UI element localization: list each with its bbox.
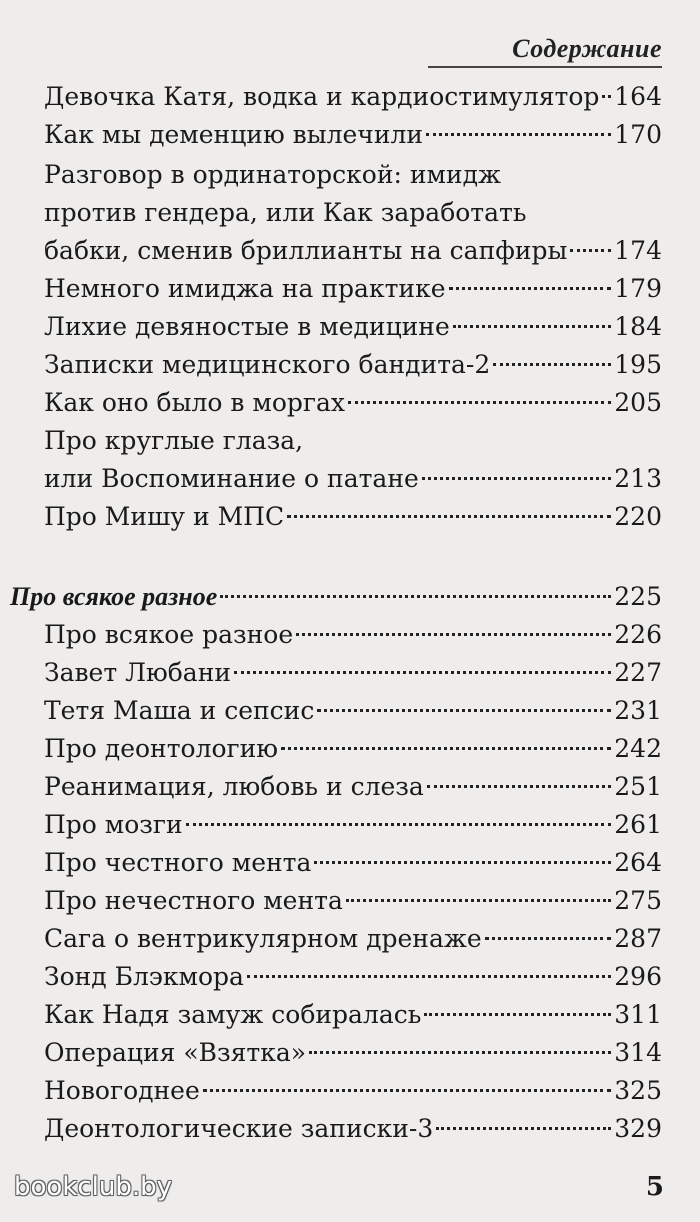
dot-leader [186, 823, 612, 826]
toc-entry-page: 225 [614, 582, 662, 611]
toc-entry [44, 346, 662, 384]
toc-entry-title: Немного имиджа на практике [44, 274, 446, 303]
toc-entry-page: 174 [614, 236, 662, 265]
toc-entry-page: 227 [614, 658, 662, 687]
toc-entry-page: 325 [614, 1076, 662, 1105]
toc-entry [44, 422, 662, 460]
toc-entry [44, 78, 662, 116]
toc-entry [44, 654, 662, 692]
toc-entry-title: бабки, сменив бриллианты на сапфиры [44, 236, 568, 265]
page-number: 5 [645, 1172, 664, 1202]
toc-entry-page: 251 [614, 772, 662, 801]
toc-entry [44, 692, 662, 730]
toc-section-heading [10, 578, 662, 616]
toc-entry-page: 242 [614, 734, 662, 763]
dot-leader [485, 937, 612, 940]
toc-entry-title: Про нечестного мента [44, 886, 343, 915]
toc-entry-title: Про круглые глаза, [44, 426, 304, 455]
toc-entry-page: 231 [614, 696, 662, 725]
toc-entry-title: Как мы деменцию вылечили [44, 120, 424, 149]
toc-entry [44, 1110, 662, 1148]
toc-entry-title: Деонтологические записки-3 [44, 1114, 434, 1143]
toc-entry-page: 261 [614, 810, 662, 839]
toc-entry-page: 205 [614, 388, 662, 417]
toc-entry [44, 616, 662, 654]
dot-leader [281, 747, 611, 750]
toc-entry-title: Лихие девяностые в медицине [44, 312, 450, 341]
toc-entry [44, 730, 662, 768]
toc-entry [44, 996, 662, 1034]
toc-entry-title: Операция «Взятка» [44, 1038, 307, 1067]
toc-entry-title: Записки медицинского бандита-2 [44, 350, 491, 379]
toc-entry [44, 384, 662, 422]
toc-entry [44, 806, 662, 844]
dot-leader [314, 861, 611, 864]
toc-entry [44, 232, 662, 270]
toc-entry [44, 1072, 662, 1110]
toc-entry-title: Девочка Катя, водка и кардиостимулятор [44, 82, 600, 111]
running-head: Содержание [512, 34, 662, 63]
dot-leader [317, 709, 611, 712]
toc-entry-page: 311 [614, 1000, 662, 1029]
toc-entry-title: против гендера, или Как заработать [44, 198, 527, 227]
dot-leader [234, 671, 611, 674]
toc-entry-page: 184 [614, 312, 662, 341]
dot-leader [436, 1127, 611, 1130]
toc-entry-title: Про деонтологию [44, 734, 279, 763]
toc-entry-page: 329 [614, 1114, 662, 1143]
toc-entry-page: 287 [614, 924, 662, 953]
dot-leader [348, 401, 611, 404]
toc-entry-title: или Воспоминание о патане [44, 464, 419, 493]
dot-leader [453, 325, 612, 328]
dot-leader [570, 249, 611, 252]
dot-leader [424, 1013, 611, 1016]
toc-entry [44, 156, 662, 194]
dot-leader [602, 95, 611, 98]
toc-entry-page: 226 [614, 620, 662, 649]
toc-entry-page: 164 [614, 82, 662, 111]
toc-entry-page: 195 [614, 350, 662, 379]
toc-entry-title: Про честного мента [44, 848, 312, 877]
dot-leader [220, 595, 611, 598]
toc-entry-page: 220 [614, 502, 662, 531]
toc-entry-page: 170 [614, 120, 662, 149]
toc-entry [44, 958, 662, 996]
toc-entry-title: Реанимация, любовь и слеза [44, 772, 424, 801]
dot-leader [346, 899, 611, 902]
toc-entry-title: Про всякое разное [10, 582, 218, 611]
dot-leader [493, 363, 611, 366]
toc-entry-title: Новогоднее [44, 1076, 200, 1105]
toc-entry-page: 314 [614, 1038, 662, 1067]
toc-entry-title: Тетя Маша и сепсис [44, 696, 315, 725]
toc-entry-title: Зонд Блэкмора [44, 962, 244, 991]
toc-entry-title: Как оно было в моргах [44, 388, 345, 417]
dot-leader [427, 785, 611, 788]
toc-entry-page: 296 [614, 962, 662, 991]
toc-entry-title: Про мозги [44, 810, 183, 839]
toc-entry-page: 179 [614, 274, 662, 303]
toc-entry [44, 498, 662, 536]
toc-entry [44, 270, 662, 308]
toc-entry [44, 308, 662, 346]
toc-entry [44, 194, 662, 232]
dot-leader [309, 1051, 611, 1054]
header-rule [428, 66, 662, 68]
dot-leader [422, 477, 611, 480]
toc-entry-page: 275 [614, 886, 662, 915]
toc-entry-page: 264 [614, 848, 662, 877]
toc-entry [44, 768, 662, 806]
dot-leader [247, 975, 611, 978]
toc-entry [44, 844, 662, 882]
dot-leader [449, 287, 612, 290]
toc-entry [44, 920, 662, 958]
watermark: bookclub.by [14, 1172, 173, 1202]
toc-entry [44, 1034, 662, 1072]
dot-leader [426, 133, 611, 136]
dot-leader [287, 515, 611, 518]
toc-entry-title: Сага о вентрикулярном дренаже [44, 924, 482, 953]
toc-entry-title: Завет Любани [44, 658, 232, 687]
dot-leader [203, 1089, 612, 1092]
toc-entry [44, 882, 662, 920]
toc-entry-title: Про всякое разное [44, 620, 294, 649]
toc-entry-page: 213 [614, 464, 662, 493]
toc-entry-title: Про Мишу и МПС [44, 502, 285, 531]
dot-leader [296, 633, 611, 636]
toc-entry-title: Как Надя замуж собиралась [44, 1000, 422, 1029]
toc-entry [44, 460, 662, 498]
toc-entry-title: Разговор в ординаторской: имидж [44, 160, 502, 189]
toc-entry [44, 116, 662, 154]
